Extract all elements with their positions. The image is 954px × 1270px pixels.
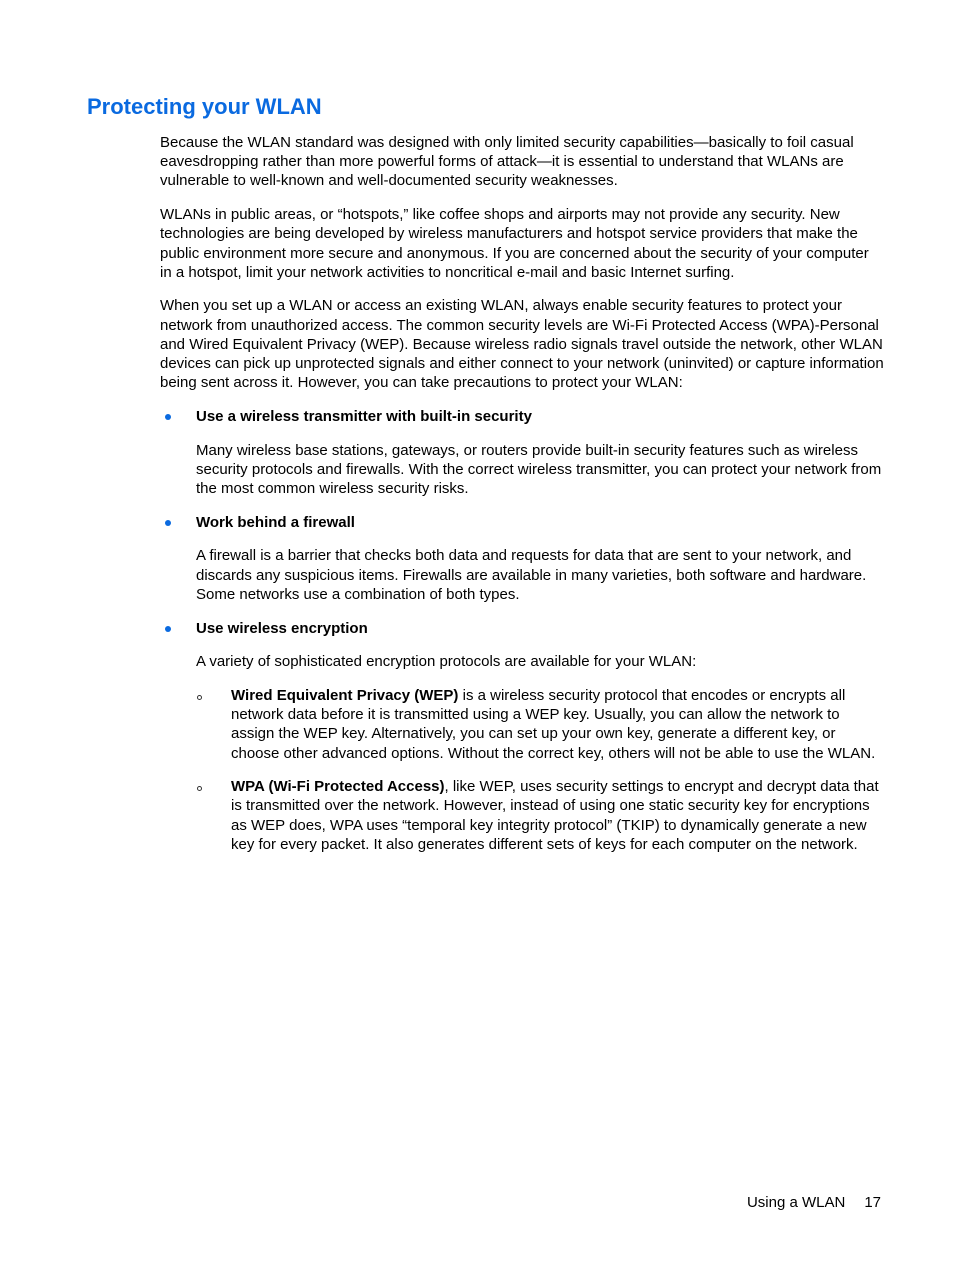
sub-item-text: is a wireless security protocol that encodes or encrypts all network data before it is transmitted using a WEP key. Usually, you can allow the network to assign the WEP key. Alternatively, you can set up your own key, generate a different key, or choose other advanced options. Without the correct key, others will not be able to use the WLAN. [231,686,876,762]
bullet-icon [165,414,171,420]
bullet-item-encryption [160,619,884,638]
footer-section-name: Using a WLAN [746,1194,846,1211]
bullet-icon [165,626,171,632]
sub-bullet-icon [197,786,202,791]
bullet-item-firewall [160,513,884,532]
content-body [160,133,884,869]
bullet-item-transmitter [160,407,884,426]
bullet-heading: Work behind a firewall [196,513,355,531]
sub-item-wep [160,686,884,763]
section-title: Protecting your WLAN [87,94,322,119]
paragraph-2: WLANs in public areas, or “hotspots,” like coffee shops and airports may not provide any security. New technologies are being developed by wireless manufacturers and hotspot service providers that make the public environment more secure and anonymous. If you are concerned about the security of your computer in a hotspot, limit your network activities to noncritical e-mail and basic Internet surfing. [160,206,869,281]
page-footer [747,1193,881,1212]
paragraph-1: Because the WLAN standard was designed with only limited security capabilities—basically to foil casual eavesdropping rather than more powerful forms of attack—it is essential to understand that WLANs are vulnerable to well-known and well-documented security weaknesses. [160,134,854,190]
bullet-icon [165,520,171,526]
sub-item-text: , like WEP, uses security settings to encrypt and decrypt data that is transmitted over the network. However, instead of using one static security key for encryptions as WEP does, WPA uses “temporal key integrity protocol” (TKIP) to dynamically generate a new key for every packet. It also generates different sets of keys for each computer on the network. [231,778,879,853]
page-number: 17 [864,1194,881,1211]
sub-item-term: WPA (Wi-Fi Protected Access) [231,778,445,796]
bullet-heading: Use wireless encryption [196,619,368,637]
bullet-text: A variety of sophisticated encryption protocols are available for your WLAN: [196,653,697,671]
sub-item-term: Wired Equivalent Privacy (WEP) [231,686,459,704]
paragraph-3: When you set up a WLAN or access an existing WLAN, always enable security features to protect your network from unauthorized access. The common security levels are Wi-Fi Protected Access (WPA)-Personal and Wired Equivalent Privacy (WEP). Because wireless radio signals travel outside the network, other WLAN devices can pick up unprotected signals and either connect to your network (uninvited) or capture information being sent across it. However, you can take precautions to protect your WLAN: [160,297,884,392]
sub-bullet-icon [197,695,202,700]
bullet-heading: Use a wireless transmitter with built-in security [196,407,532,425]
sub-item-wpa [160,777,884,854]
bullet-text: Many wireless base stations, gateways, or routers provide built-in security features such as wireless security protocols and firewalls. With the correct wireless transmitter, you can protect your network from the most common wireless security risks. [196,441,882,498]
bullet-text: A firewall is a barrier that checks both data and requests for data that are sent to your network, and discards any suspicious items. Firewalls are available in many varieties, both software and hardware. Some networks use a combination of both types. [196,547,867,603]
